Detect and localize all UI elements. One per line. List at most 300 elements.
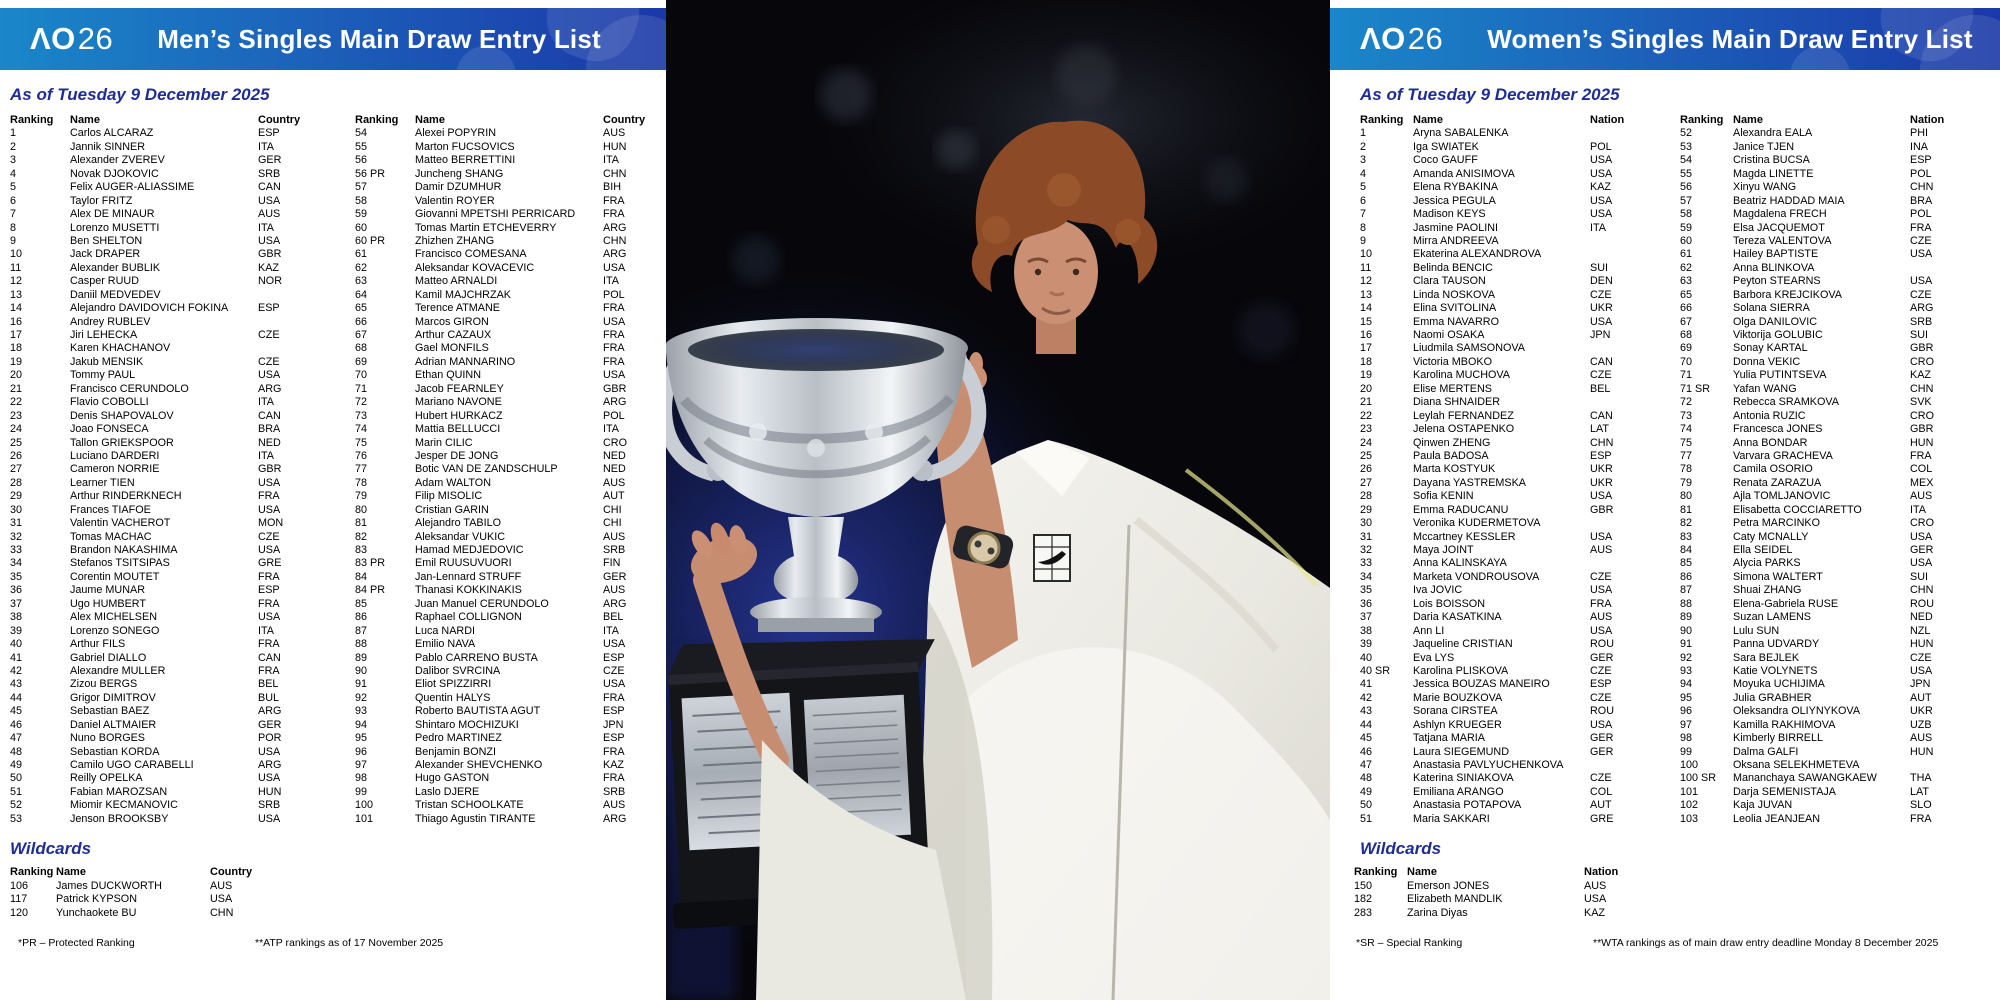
country-cell xyxy=(1910,262,1985,275)
name-cell: Tatjana MARIA xyxy=(1413,732,1486,745)
ranking-cell: 6 xyxy=(1360,194,1367,207)
country-cell: USA xyxy=(1590,584,1613,597)
name-cell: Eva LYS xyxy=(1413,651,1455,664)
ranking-cell: 33 xyxy=(10,544,23,556)
country-cell: KAZ xyxy=(1584,906,1605,919)
name-cell: James DUCKWORTH xyxy=(56,879,162,892)
ranking-cell: 22 xyxy=(10,396,23,409)
country-cell: HUN xyxy=(258,785,282,798)
name-cell: Daniel ALTMAIER xyxy=(70,718,157,731)
ranking-cell: 59 xyxy=(1680,221,1693,234)
table-row xyxy=(355,504,690,517)
name-cell: Zhizhen ZHANG xyxy=(415,234,495,247)
ranking-cell: 68 xyxy=(1680,329,1693,341)
table-row xyxy=(1680,356,1985,369)
ranking-cell: 72 xyxy=(355,396,368,409)
name-cell: Joao FONSECA xyxy=(70,423,149,436)
table-row xyxy=(10,907,666,920)
name-cell: Elsa JACQUEMOT xyxy=(1733,221,1825,234)
name-cell: Juan Manuel CERUNDOLO xyxy=(415,597,549,610)
table-row xyxy=(1680,544,1985,557)
ranking-cell: 17 xyxy=(1360,342,1373,355)
table-row xyxy=(10,235,345,248)
table-row xyxy=(355,208,690,221)
name-cell: Karolina PLISKOVA xyxy=(1413,664,1509,677)
country-cell: CAN xyxy=(1590,355,1613,368)
country-cell xyxy=(1590,517,1665,530)
table-row xyxy=(355,705,690,718)
name-cell: Magda LINETTE xyxy=(1733,167,1814,180)
ranking-cell: 71 SR xyxy=(1680,382,1711,395)
womens-header-bar xyxy=(1330,8,2000,70)
ranking-cell: 39 xyxy=(1360,638,1373,651)
country-cell: USA xyxy=(1590,490,1613,503)
table-row xyxy=(1680,329,1985,342)
name-cell: Kimberly BIRRELL xyxy=(1733,732,1824,745)
country-cell: ITA xyxy=(258,140,274,153)
name-cell: Matteo BERRETTINI xyxy=(415,154,516,167)
ranking-cell: 1 xyxy=(10,127,17,140)
country-cell: CZE xyxy=(1590,772,1612,785)
womens-entry-col-1 xyxy=(1360,114,1665,826)
table-row xyxy=(10,678,345,691)
country-cell: ROU xyxy=(1590,705,1614,718)
ranking-cell: 55 xyxy=(1680,167,1693,180)
mens-entry-col-2 xyxy=(355,114,690,826)
name-cell: Suzan LAMENS xyxy=(1733,611,1812,624)
name-cell: Filip MISOLIC xyxy=(415,490,483,503)
table-row xyxy=(10,772,345,785)
country-cell: AUS xyxy=(603,127,626,140)
ranking-cell: 8 xyxy=(1360,221,1367,234)
ranking-cell: 34 xyxy=(10,557,23,570)
table-row xyxy=(1360,383,1665,396)
country-cell: CAN xyxy=(258,651,281,664)
name-cell: Gael MONFILS xyxy=(415,342,489,355)
table-row xyxy=(1360,665,1665,678)
table-row xyxy=(355,786,690,799)
country-cell: ARG xyxy=(258,705,282,718)
name-cell: Laura SIEGEMUND xyxy=(1413,745,1510,758)
table-row xyxy=(10,329,345,342)
name-header: Name xyxy=(56,866,86,879)
country-cell: ESP xyxy=(603,705,625,718)
table-row xyxy=(10,450,345,463)
country-cell: SRB xyxy=(603,544,626,556)
country-cell: ESP xyxy=(1590,449,1612,462)
ranking-cell: 95 xyxy=(355,732,368,745)
ranking-cell: 16 xyxy=(1360,329,1373,341)
table-row xyxy=(10,880,666,893)
ranking-cell: 12 xyxy=(10,275,23,288)
country-cell: USA xyxy=(1910,275,1933,288)
ao-logo-mark: ΛO xyxy=(1360,21,1406,56)
name-cell: Matteo ARNALDI xyxy=(415,275,498,288)
country-cell: ITA xyxy=(1590,221,1606,234)
name-cell: Alexei POPYRIN xyxy=(415,127,497,140)
country-cell: FRA xyxy=(603,329,625,341)
country-cell: BRA xyxy=(1910,194,1933,207)
table-row xyxy=(10,195,345,208)
name-cell: Sofia KENIN xyxy=(1413,490,1474,503)
table-row xyxy=(1360,181,1665,194)
name-cell: Karolina MUCHOVA xyxy=(1413,369,1510,382)
name-cell: Lorenzo SONEGO xyxy=(70,624,160,637)
table-row xyxy=(355,342,690,355)
ranking-cell: 38 xyxy=(1360,624,1373,637)
ranking-cell: 15 xyxy=(1360,315,1373,328)
ranking-cell: 26 xyxy=(1360,463,1373,476)
country-cell: CHI xyxy=(603,503,622,516)
ranking-cell: 65 xyxy=(355,302,368,315)
name-cell: Laslo DJERE xyxy=(415,785,480,798)
ranking-cell: 99 xyxy=(1680,745,1693,758)
name-cell: Marta KOSTYUK xyxy=(1413,463,1496,476)
name-cell: Aryna SABALENKA xyxy=(1413,127,1509,140)
ranking-cell: 283 xyxy=(1354,906,1373,919)
ranking-cell: 59 xyxy=(355,208,368,221)
ranking-cell: 79 xyxy=(355,490,368,503)
table-row xyxy=(1360,262,1665,275)
country-cell: NED xyxy=(258,436,281,449)
country-cell: CHN xyxy=(1590,436,1614,449)
country-cell: CRO xyxy=(603,436,627,449)
country-cell: UKR xyxy=(1910,705,1933,718)
name-cell: Jelena OSTAPENKO xyxy=(1413,423,1515,436)
table-row xyxy=(10,746,345,759)
ranking-cell: 50 xyxy=(10,772,23,785)
country-cell: FRA xyxy=(258,597,280,610)
ao-logo-year: 26 xyxy=(1407,21,1444,56)
name-cell: Simona WALTERT xyxy=(1733,570,1823,583)
country-cell: GBR xyxy=(258,463,282,476)
womens-wildcards-table xyxy=(1330,866,2000,920)
country-cell: FIN xyxy=(603,557,621,570)
country-cell: AUS xyxy=(210,879,233,892)
ranking-cell: 71 xyxy=(355,382,368,395)
country-cell: USA xyxy=(1910,664,1933,677)
ranking-cell: 3 xyxy=(10,154,17,167)
name-cell: Jaume MUNAR xyxy=(70,584,145,597)
name-cell: Sara BEJLEK xyxy=(1733,651,1800,664)
table-row xyxy=(1360,571,1665,584)
table-row xyxy=(10,531,345,544)
name-cell: Arthur CAZAUX xyxy=(415,329,492,341)
table-row xyxy=(1680,665,1985,678)
name-cell: Iva JOVIC xyxy=(1413,584,1463,597)
country-cell: USA xyxy=(1590,154,1613,167)
ranking-cell: 90 xyxy=(355,664,368,677)
country-cell xyxy=(258,342,345,355)
table-row xyxy=(1680,262,1985,275)
table-row xyxy=(1680,208,1985,221)
table-row xyxy=(10,692,345,705)
table-row xyxy=(1360,410,1665,423)
ranking-cell: 72 xyxy=(1680,396,1693,409)
name-header: Name xyxy=(415,114,445,126)
name-cell: Darja SEMENISTAJA xyxy=(1733,785,1836,798)
table-row xyxy=(10,208,345,221)
ranking-cell: 19 xyxy=(10,355,23,368)
name-cell: Viktorija GOLUBIC xyxy=(1733,329,1823,341)
champion-photo-illustration xyxy=(666,0,1330,1000)
table-row xyxy=(1680,248,1985,261)
country-cell: ESP xyxy=(1590,678,1612,691)
name-cell: Aleksandar KOVACEVIC xyxy=(415,261,535,274)
country-cell: FRA xyxy=(1590,597,1612,610)
country-cell: CZE xyxy=(1590,369,1612,382)
table-row xyxy=(355,248,690,261)
name-cell: Elina SVITOLINA xyxy=(1413,302,1497,315)
ranking-cell: 20 xyxy=(10,369,23,382)
country-cell: HUN xyxy=(1910,638,1934,651)
country-cell: GRE xyxy=(1590,812,1614,825)
ranking-cell: 2 xyxy=(10,140,17,153)
name-cell: Elizabeth MANDLIK xyxy=(1407,893,1503,906)
name-cell: Elisabetta COCCIARETTO xyxy=(1733,503,1862,516)
table-row xyxy=(355,611,690,624)
name-cell: Thanasi KOKKINAKIS xyxy=(415,584,522,597)
ranking-cell: 64 xyxy=(355,288,368,301)
ranking-cell: 29 xyxy=(10,490,23,503)
name-cell: Corentin MOUTET xyxy=(70,570,160,583)
name-cell: Zarina Diyas xyxy=(1407,906,1468,919)
table-header xyxy=(10,114,345,127)
country-cell: GER xyxy=(603,570,627,583)
name-cell: Emiliana ARANGO xyxy=(1413,785,1504,798)
table-row xyxy=(355,181,690,194)
table-row xyxy=(1360,652,1665,665)
name-cell: Veronika KUDERMETOVA xyxy=(1413,517,1541,530)
country-cell: MON xyxy=(258,517,284,530)
table-row xyxy=(1360,719,1665,732)
ranking-cell: 27 xyxy=(10,463,23,476)
name-cell: Olga DANILOVIC xyxy=(1733,315,1818,328)
country-cell: USA xyxy=(603,678,626,691)
name-cell: Jessica PEGULA xyxy=(1413,194,1496,207)
womens-entry-table-1 xyxy=(1360,127,1665,826)
country-cell: USA xyxy=(258,369,281,382)
name-cell: Jasmine PAOLINI xyxy=(1413,221,1499,234)
table-row xyxy=(1360,168,1665,181)
name-cell: Brandon NAKASHIMA xyxy=(70,544,178,556)
ranking-cell: 89 xyxy=(1680,611,1693,624)
country-header: Country xyxy=(258,114,301,126)
country-cell: ITA xyxy=(1910,503,1926,516)
ranking-cell: 44 xyxy=(1360,718,1373,731)
table-row xyxy=(355,423,690,436)
name-cell: Antonia RUZIC xyxy=(1733,409,1806,422)
table-row xyxy=(1360,248,1665,261)
country-cell: USA xyxy=(258,745,281,758)
table-row xyxy=(1360,531,1665,544)
country-cell: GER xyxy=(1590,732,1614,745)
name-cell: Frances TIAFOE xyxy=(70,503,151,516)
name-cell: Learner TIEN xyxy=(70,476,135,489)
name-cell: Jenson BROOKSBY xyxy=(70,812,169,825)
ranking-cell: 46 xyxy=(10,718,23,731)
ranking-header: Ranking xyxy=(1354,866,1398,879)
table-row xyxy=(10,732,345,745)
table-row xyxy=(1680,705,1985,718)
table-row xyxy=(1360,369,1665,382)
country-cell: ARG xyxy=(603,597,627,610)
country-cell: ARG xyxy=(603,248,627,261)
ranking-cell: 80 xyxy=(1680,490,1693,503)
table-row xyxy=(1680,222,1985,235)
table-row xyxy=(10,302,345,315)
table-row xyxy=(355,652,690,665)
ranking-cell: 94 xyxy=(355,718,368,731)
ranking-cell: 54 xyxy=(1680,154,1693,167)
country-cell: CHN xyxy=(603,167,627,180)
name-cell: Gabriel DIALLO xyxy=(70,651,147,664)
ranking-cell: 73 xyxy=(355,409,368,422)
table-row xyxy=(1680,168,1985,181)
country-cell: CHN xyxy=(603,234,627,247)
name-cell: Kaja JUVAN xyxy=(1733,799,1793,812)
table-row xyxy=(1360,289,1665,302)
ranking-cell: 77 xyxy=(1680,449,1693,462)
country-cell: CHN xyxy=(1910,382,1934,395)
ranking-cell: 101 xyxy=(1680,785,1699,798)
name-cell: Jacob FEARNLEY xyxy=(415,382,504,395)
name-cell: Yunchaokete BU xyxy=(56,906,137,919)
name-cell: Tallon GRIEKSPOOR xyxy=(70,436,174,449)
table-row xyxy=(1680,316,1985,329)
name-cell: Felix AUGER-ALIASSIME xyxy=(70,181,195,194)
country-cell: SRB xyxy=(258,799,281,812)
country-cell: USA xyxy=(258,194,281,207)
country-cell: AUS xyxy=(603,799,626,812)
country-cell: FRA xyxy=(258,570,280,583)
ranking-cell: 78 xyxy=(1680,463,1693,476)
table-row xyxy=(1354,893,2000,906)
country-cell: USA xyxy=(1590,194,1613,207)
name-cell: Alexandre MULLER xyxy=(70,664,166,677)
table-row xyxy=(1680,611,1985,624)
name-cell: Maya JOINT xyxy=(1413,544,1474,556)
name-cell: Hailey BAPTISTE xyxy=(1733,248,1819,261)
ranking-cell: 74 xyxy=(1680,423,1693,436)
table-header xyxy=(1354,866,2000,879)
name-cell: Anastasia POTAPOVA xyxy=(1413,799,1522,812)
ranking-cell: 91 xyxy=(1680,638,1693,651)
ranking-cell: 17 xyxy=(10,329,23,341)
name-cell: Mananchaya SAWANGKAEW xyxy=(1733,772,1877,785)
country-cell: JPN xyxy=(603,718,624,731)
country-cell: ITA xyxy=(258,624,274,637)
name-cell: Jakub MENSIK xyxy=(70,355,144,368)
ranking-cell: 24 xyxy=(10,423,23,436)
table-row xyxy=(1360,195,1665,208)
country-cell: KAZ xyxy=(258,261,279,274)
country-cell: ESP xyxy=(603,732,625,745)
name-cell: Diana SHNAIDER xyxy=(1413,396,1501,409)
ranking-cell: 26 xyxy=(10,449,23,462)
ranking-cell: 18 xyxy=(10,342,23,355)
ranking-cell: 100 xyxy=(355,799,374,812)
table-row xyxy=(1680,571,1985,584)
name-cell: Giovanni MPETSHI PERRICARD xyxy=(415,208,576,221)
ranking-cell: 20 xyxy=(1360,382,1373,395)
table-row xyxy=(1360,504,1665,517)
mens-wildcards-table xyxy=(0,866,666,920)
ranking-cell: 4 xyxy=(10,167,17,180)
name-cell: Liudmila SAMSONOVA xyxy=(1413,342,1526,355)
name-cell: Denis SHAPOVALOV xyxy=(70,409,174,422)
table-row xyxy=(355,316,690,329)
table-row xyxy=(10,154,345,167)
ranking-cell: 103 xyxy=(1680,812,1699,825)
table-row xyxy=(10,638,345,651)
table-row xyxy=(10,598,345,611)
country-cell: CZE xyxy=(603,664,625,677)
name-cell: Marketa VONDROUSOVA xyxy=(1413,570,1540,583)
name-cell: Varvara GRACHEVA xyxy=(1733,449,1833,462)
table-row xyxy=(10,799,345,812)
name-cell: Janice TJEN xyxy=(1733,140,1795,153)
ranking-cell: 83 PR xyxy=(355,557,386,570)
name-cell: Alexandra EALA xyxy=(1733,127,1813,140)
table-row xyxy=(1354,907,2000,920)
ranking-cell: 21 xyxy=(1360,396,1373,409)
country-cell: USA xyxy=(258,772,281,785)
ranking-cell: 71 xyxy=(1680,369,1693,382)
ranking-cell: 90 xyxy=(1680,624,1693,637)
country-cell: USA xyxy=(603,369,626,382)
table-row xyxy=(1680,584,1985,597)
ranking-cell: 86 xyxy=(355,611,368,624)
country-cell: USA xyxy=(1910,530,1933,543)
table-row xyxy=(355,665,690,678)
table-row xyxy=(10,222,345,235)
table-row xyxy=(355,235,690,248)
name-cell: Daniil MEDVEDEV xyxy=(70,288,161,301)
country-cell: USA xyxy=(258,544,281,556)
name-cell: Jannik SINNER xyxy=(70,140,146,153)
ranking-cell: 43 xyxy=(1360,705,1373,718)
ranking-cell: 68 xyxy=(355,342,368,355)
ranking-cell: 36 xyxy=(1360,597,1373,610)
womens-entry-columns xyxy=(1330,114,2000,826)
table-row xyxy=(1680,302,1985,315)
ranking-cell: 56 PR xyxy=(355,167,386,180)
name-cell: Hubert HURKACZ xyxy=(415,409,503,422)
name-cell: Marcos GIRON xyxy=(415,315,489,328)
table-row xyxy=(355,289,690,302)
nike-logo xyxy=(1034,535,1070,581)
ranking-cell: 13 xyxy=(10,288,23,301)
country-cell xyxy=(1590,396,1665,409)
table-row xyxy=(355,517,690,530)
country-cell: AUT xyxy=(1590,799,1612,812)
ranking-cell: 96 xyxy=(1680,705,1693,718)
table-row xyxy=(10,141,345,154)
name-cell: Panna UDVARDY xyxy=(1733,638,1820,651)
table-row xyxy=(1360,517,1665,530)
country-cell: USA xyxy=(258,234,281,247)
ranking-cell: 98 xyxy=(355,772,368,785)
table-row xyxy=(10,383,345,396)
nation-header: Nation xyxy=(1590,114,1625,126)
country-cell: INA xyxy=(1910,140,1928,153)
ranking-cell: 40 SR xyxy=(1360,664,1391,677)
ranking-cell: 38 xyxy=(10,611,23,624)
table-row xyxy=(1680,531,1985,544)
name-cell: Arthur FILS xyxy=(70,638,126,651)
ranking-cell: 120 xyxy=(10,906,29,919)
